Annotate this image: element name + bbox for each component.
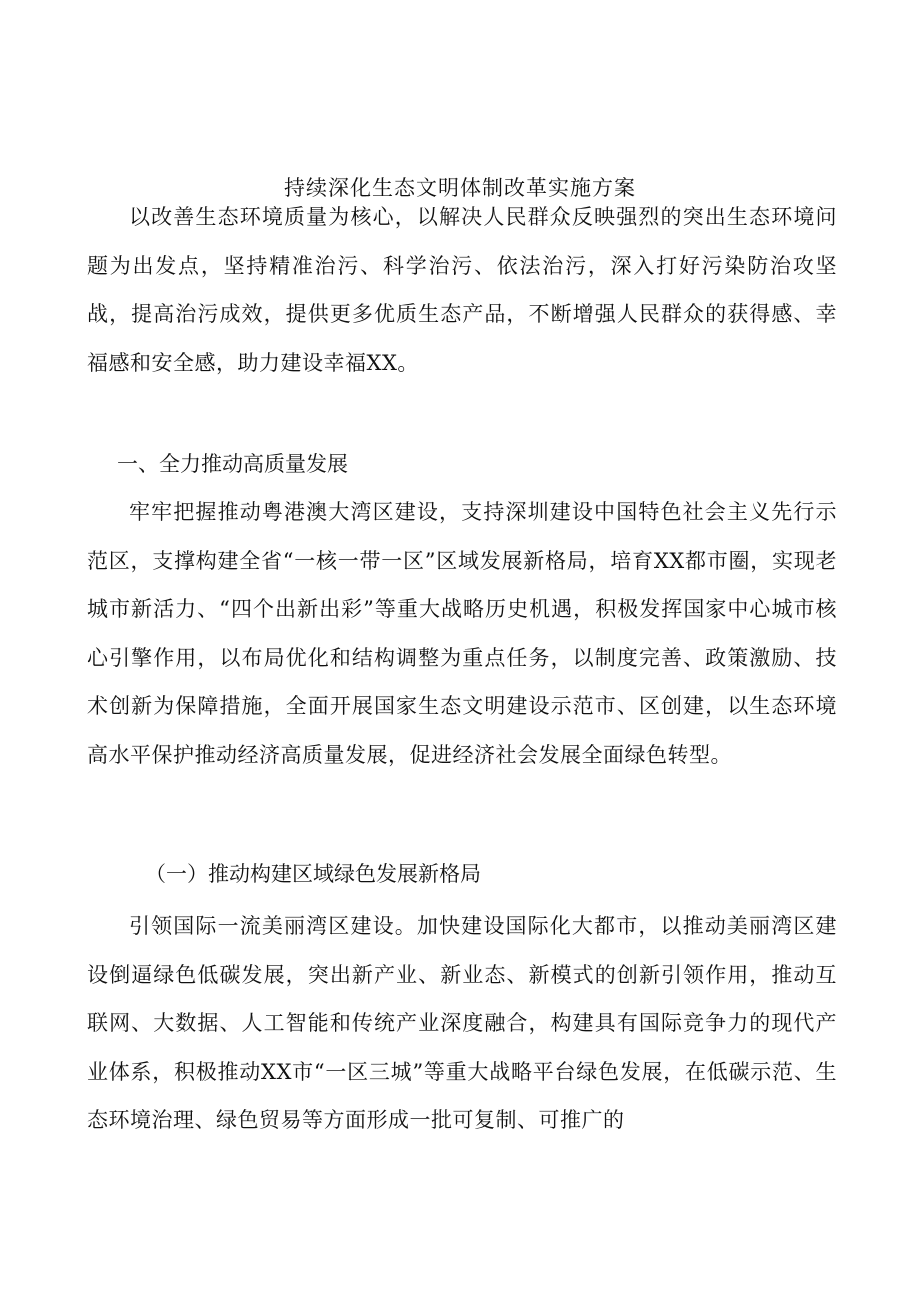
- section-1-paragraph: 牢牢把握推动粤港澳大湾区建设，支持深圳建设中国特色社会主义先行示范区，支撑构建全省“一核一带一区”区域发展新格局，培育XX都市圈，实现老城市新活力、“四个出新出彩”等重大战略历史机遇，积极发挥国家中心城市核心引擎作用，以布局优化和结构调整为重点任务，以制度完善、政策激励、技术创新为保障措施，全面开展国家生态文明建设示范市、区创建，以生态环境高水平保护推动经济高质量发展，促进经济社会发展全面绿色转型。: [87, 500, 837, 767]
- document-title: 持续深化生态文明体制改革实施方案: [284, 176, 636, 200]
- intro-paragraph: 以改善生态环境质量为核心，以解决人民群众反映强烈的突出生态环境问题为出发点，坚持精准治污、科学治污、依法治污，深入打好污染防治攻坚战，提高治污成效，提供更多优质生态产品，不断增强人民群众的获得感、幸福感和安全感，助力建设幸福XX。: [87, 205, 837, 375]
- section-heading-1: 一、全力推动高质量发展: [117, 452, 348, 476]
- subsection-1-paragraph: 引领国际一流美丽湾区建设。加快建设国际化大都市，以推动美丽湾区建设倒逼绿色低碳发展，突出新产业、新业态、新模式的创新引领作用，推动互联网、大数据、人工智能和传统产业深度融合，构建具有国际竞争力的现代产业体系，积极推动XX市“一区三城”等重大战略平台绿色发展，在低碳示范、生态环境治理、绿色贸易等方面形成一批可复制、可推广的: [87, 914, 837, 1132]
- subsection-heading-1: （一）推动构建区域绿色发展新格局: [145, 862, 481, 886]
